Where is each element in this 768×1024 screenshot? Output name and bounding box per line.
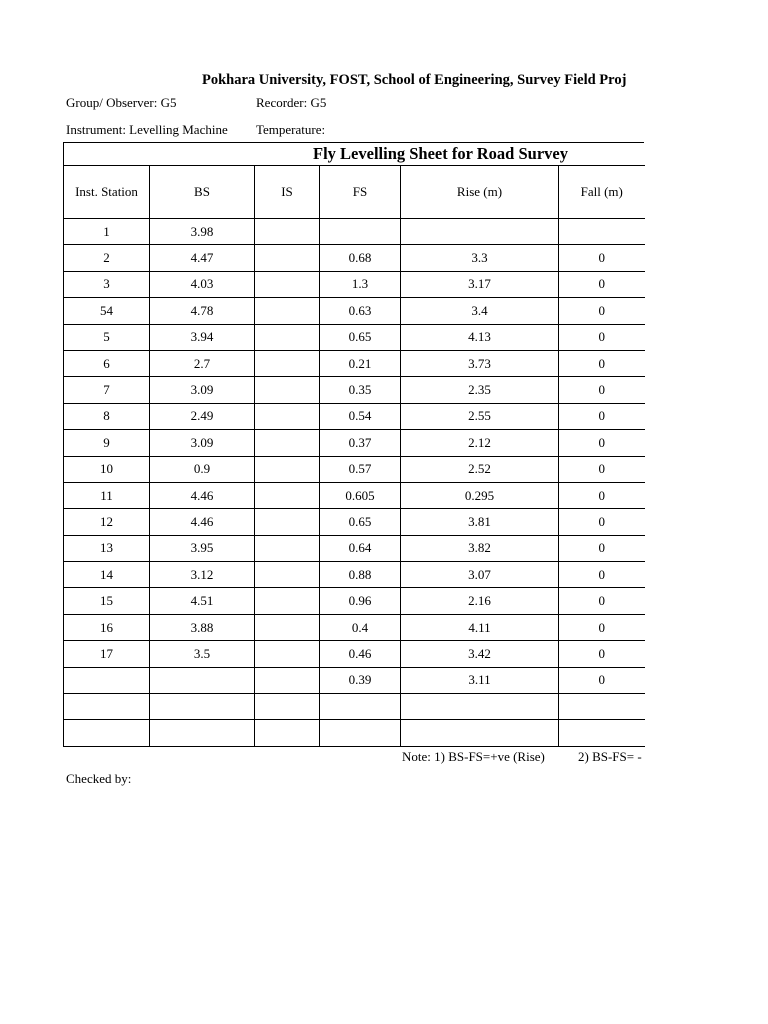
sheet-title: Fly Levelling Sheet for Road Survey	[313, 144, 568, 163]
cell-is	[255, 350, 320, 376]
cell-fall: 0	[559, 456, 645, 482]
cell-bs: 3.94	[150, 324, 255, 350]
cell-is	[255, 694, 320, 720]
cell-bs	[150, 720, 255, 746]
cell-inst-station: 1	[64, 219, 150, 245]
cell-fall: 0	[559, 614, 645, 640]
cell-inst-station: 3	[64, 271, 150, 297]
cell-is	[255, 641, 320, 667]
cell-bs	[150, 694, 255, 720]
table-row	[64, 588, 645, 614]
cell-rise: 3.73	[401, 350, 559, 376]
cell-fs: 0.68	[320, 245, 401, 271]
cell-bs: 0.9	[150, 456, 255, 482]
table-row	[64, 667, 645, 693]
cell-bs: 2.49	[150, 403, 255, 429]
cell-rise: 3.82	[401, 535, 559, 561]
table-row	[64, 350, 645, 376]
cell-fall: 0	[559, 535, 645, 561]
cell-is	[255, 509, 320, 535]
cell-inst-station: 16	[64, 614, 150, 640]
cell-rise	[401, 694, 559, 720]
cell-is	[255, 219, 320, 245]
table-row	[64, 324, 645, 350]
cell-fall: 0	[559, 509, 645, 535]
cell-fs: 0.39	[320, 667, 401, 693]
cell-inst-station: 11	[64, 482, 150, 508]
cell-is	[255, 456, 320, 482]
cell-bs: 4.51	[150, 588, 255, 614]
cell-rise: 4.11	[401, 614, 559, 640]
cell-fall: 0	[559, 588, 645, 614]
cell-inst-station: 6	[64, 350, 150, 376]
table-row	[64, 245, 645, 271]
cell-bs: 2.7	[150, 350, 255, 376]
cell-inst-station: 54	[64, 298, 150, 324]
cell-rise	[401, 720, 559, 746]
cell-fs: 0.605	[320, 482, 401, 508]
cell-bs: 4.78	[150, 298, 255, 324]
cell-inst-station: 12	[64, 509, 150, 535]
cell-rise: 3.42	[401, 641, 559, 667]
cell-bs: 3.95	[150, 535, 255, 561]
cell-fall	[559, 219, 645, 245]
cell-rise: 0.295	[401, 482, 559, 508]
cell-inst-station: 15	[64, 588, 150, 614]
cell-fs	[320, 694, 401, 720]
cell-bs: 4.46	[150, 482, 255, 508]
cell-fs: 0.65	[320, 324, 401, 350]
column-header-rise: Rise (m)	[401, 166, 559, 219]
column-header-fs: FS	[320, 166, 401, 219]
cell-is	[255, 482, 320, 508]
column-header-fall: Fall (m)	[559, 166, 645, 219]
cell-bs: 3.88	[150, 614, 255, 640]
column-header-is: IS	[255, 166, 320, 219]
cell-fall: 0	[559, 667, 645, 693]
cell-fall: 0	[559, 324, 645, 350]
levelling-table	[63, 165, 645, 747]
cell-rise: 3.4	[401, 298, 559, 324]
group-observer-label: Group/ Observer: G5	[66, 95, 177, 110]
cell-rise	[401, 219, 559, 245]
cell-bs: 3.5	[150, 641, 255, 667]
recorder-label: Recorder: G5	[256, 95, 327, 110]
cell-fs: 0.46	[320, 641, 401, 667]
cell-is	[255, 377, 320, 403]
note-fall: 2) BS-FS= -	[578, 749, 642, 764]
cell-inst-station: 5	[64, 324, 150, 350]
cell-rise: 4.13	[401, 324, 559, 350]
cell-fs	[320, 720, 401, 746]
cell-inst-station: 8	[64, 403, 150, 429]
cell-fs: 0.96	[320, 588, 401, 614]
cell-bs: 4.03	[150, 271, 255, 297]
column-header-bs: BS	[150, 166, 255, 219]
cell-inst-station: 13	[64, 535, 150, 561]
cell-bs: 3.09	[150, 430, 255, 456]
cell-rise: 3.3	[401, 245, 559, 271]
note-rise: Note: 1) BS-FS=+ve (Rise)	[402, 749, 545, 764]
cell-rise: 3.81	[401, 509, 559, 535]
cell-fall: 0	[559, 245, 645, 271]
table-row	[64, 456, 645, 482]
cell-rise: 2.35	[401, 377, 559, 403]
cell-inst-station: 17	[64, 641, 150, 667]
table-row	[64, 641, 645, 667]
cell-fs	[320, 219, 401, 245]
cell-inst-station: 9	[64, 430, 150, 456]
cell-is	[255, 667, 320, 693]
cell-rise: 3.07	[401, 562, 559, 588]
cell-bs: 4.47	[150, 245, 255, 271]
temperature-label: Temperature:	[256, 122, 326, 137]
table-header-row	[64, 166, 645, 219]
cell-rise: 3.17	[401, 271, 559, 297]
table-row	[64, 271, 645, 297]
checked-by-label: Checked by:	[66, 771, 132, 786]
cell-fs: 0.54	[320, 403, 401, 429]
cell-inst-station	[64, 720, 150, 746]
cell-fs: 0.65	[320, 509, 401, 535]
table-row	[64, 562, 645, 588]
cell-fall: 0	[559, 403, 645, 429]
cell-fall: 0	[559, 350, 645, 376]
table-row	[64, 219, 645, 245]
cell-fs: 0.35	[320, 377, 401, 403]
cell-fall	[559, 720, 645, 746]
cell-rise: 2.55	[401, 403, 559, 429]
cell-is	[255, 430, 320, 456]
table-row	[64, 298, 645, 324]
instrument-label: Instrument: Levelling Machine	[66, 122, 228, 137]
cell-is	[255, 298, 320, 324]
cell-rise: 2.12	[401, 430, 559, 456]
cell-fs: 1.3	[320, 271, 401, 297]
sheet-left-rule	[63, 142, 64, 166]
cell-bs: 4.46	[150, 509, 255, 535]
cell-inst-station	[64, 694, 150, 720]
cell-fall: 0	[559, 430, 645, 456]
cell-fs: 0.57	[320, 456, 401, 482]
levelling-sheet	[63, 142, 644, 743]
cell-inst-station: 14	[64, 562, 150, 588]
table-row	[64, 403, 645, 429]
cell-inst-station: 7	[64, 377, 150, 403]
cell-fall: 0	[559, 377, 645, 403]
cell-fs: 0.63	[320, 298, 401, 324]
cell-is	[255, 535, 320, 561]
cell-inst-station	[64, 667, 150, 693]
cell-is	[255, 403, 320, 429]
cell-fall: 0	[559, 641, 645, 667]
table-row	[64, 377, 645, 403]
table-row	[64, 509, 645, 535]
column-header-inst-station: Inst. Station	[64, 166, 150, 219]
cell-bs	[150, 667, 255, 693]
cell-bs: 3.09	[150, 377, 255, 403]
cell-is	[255, 588, 320, 614]
table-row	[64, 482, 645, 508]
cell-bs: 3.98	[150, 219, 255, 245]
table-row	[64, 720, 645, 746]
cell-fs: 0.4	[320, 614, 401, 640]
cell-fs: 0.37	[320, 430, 401, 456]
table-row	[64, 430, 645, 456]
cell-fall: 0	[559, 298, 645, 324]
cell-rise: 3.11	[401, 667, 559, 693]
cell-is	[255, 720, 320, 746]
cell-fs: 0.88	[320, 562, 401, 588]
cell-inst-station: 2	[64, 245, 150, 271]
table-row	[64, 614, 645, 640]
cell-fall: 0	[559, 482, 645, 508]
cell-rise: 2.52	[401, 456, 559, 482]
cell-is	[255, 614, 320, 640]
sheet-top-rule	[63, 142, 644, 143]
cell-is	[255, 245, 320, 271]
document-title: Pokhara University, FOST, School of Engineering, Survey Field Proj	[202, 72, 627, 88]
table-row	[64, 535, 645, 561]
cell-fall	[559, 694, 645, 720]
cell-fall: 0	[559, 562, 645, 588]
cell-is	[255, 562, 320, 588]
cell-fs: 0.64	[320, 535, 401, 561]
cell-is	[255, 324, 320, 350]
cell-fall: 0	[559, 271, 645, 297]
table-row	[64, 694, 645, 720]
cell-inst-station: 10	[64, 456, 150, 482]
table-body	[64, 219, 645, 747]
cell-rise: 2.16	[401, 588, 559, 614]
cell-bs: 3.12	[150, 562, 255, 588]
cell-is	[255, 271, 320, 297]
cell-fs: 0.21	[320, 350, 401, 376]
